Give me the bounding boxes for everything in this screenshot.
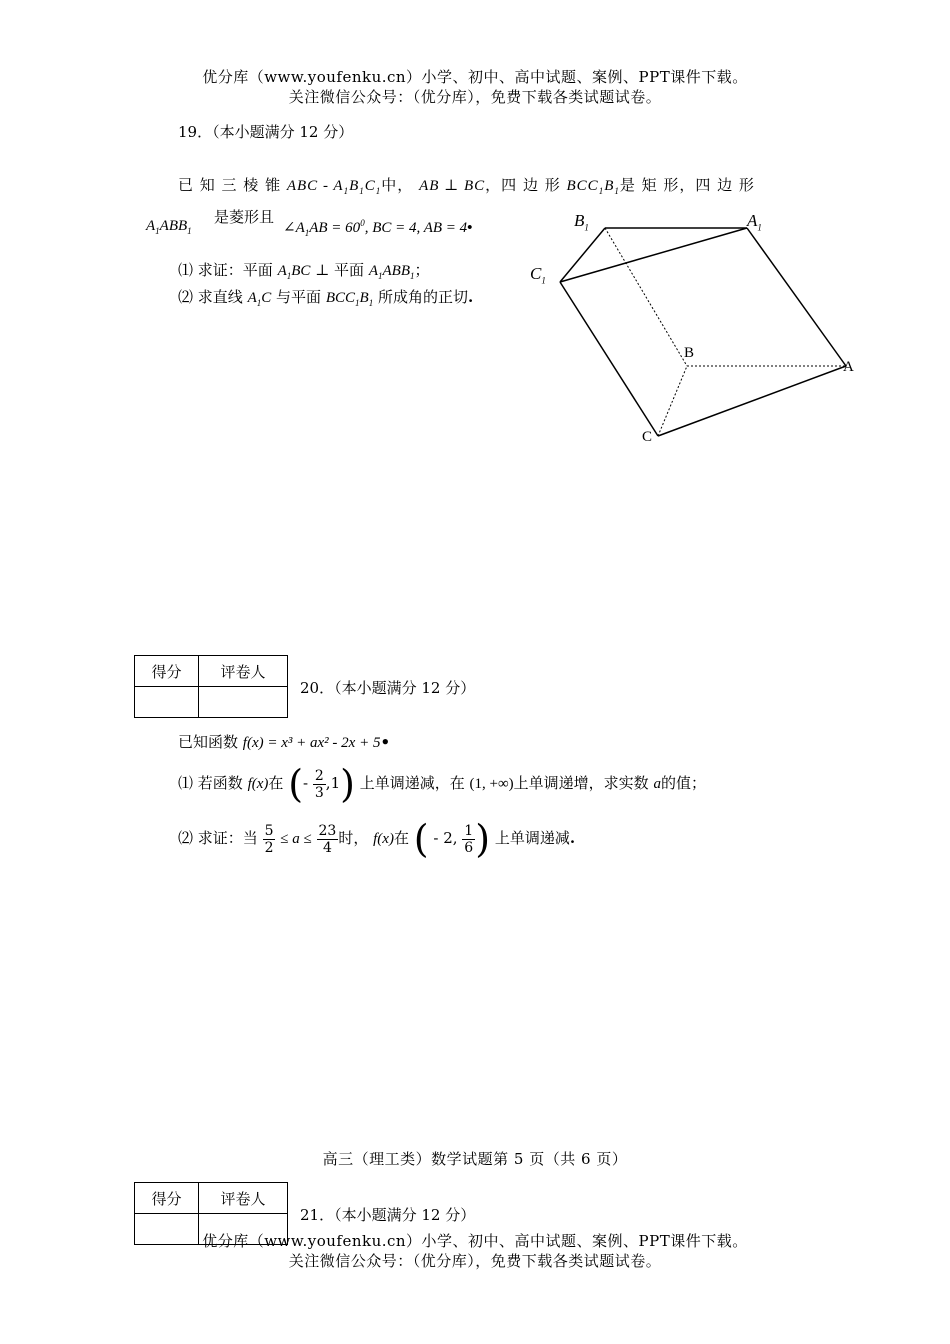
q19-part1-mid: ⊥ 平面 <box>315 261 365 279</box>
q20-part1-d: 上单调递增，求实数 <box>513 774 649 792</box>
q19-stmt-b: 中， <box>381 176 414 194</box>
right-paren-2: ) <box>475 817 491 861</box>
prism-figure <box>520 200 870 450</box>
header-line-2: 关注微信公众号：（优分库），免费下载各类试题试卷。 <box>288 88 662 106</box>
left-paren-2: ( <box>413 817 429 861</box>
q19-stmt-e: 是菱形且 <box>214 208 275 226</box>
q20-function: f(x) = x³ + ax² - 2x + 5 <box>242 735 381 751</box>
q21-title: 21．（本小题满分 12 分） <box>300 1206 476 1224</box>
q20-part1-e: 的值； <box>660 774 706 792</box>
right-paren-1: ) <box>340 762 355 806</box>
q20-frac-23-4 <box>317 823 339 856</box>
score-table-q20 <box>134 655 288 718</box>
q19-part2-end: 所成角的正切 <box>377 288 468 306</box>
frac-num: 5 <box>264 822 274 839</box>
label-c1: $C_1$ <box>530 264 546 286</box>
frac-den: 2 <box>264 839 274 856</box>
q19-part1 <box>178 259 430 281</box>
footer-line-1: 优分库（www.youfenku.cn）小学、初中、高中试题、案例、PPT课件下载。 <box>202 1232 748 1250</box>
label-a1: $A_1$ <box>747 211 762 233</box>
q19-part2-label: ⑵ 求直线 <box>178 288 243 306</box>
q20-title: 20．（本小题满分 12 分） <box>300 679 476 697</box>
edge-a1-a <box>747 228 846 366</box>
frac-den: 4 <box>322 839 332 856</box>
label-b: B <box>684 345 695 361</box>
q19-plane2: $A_1ABB_1$ <box>368 263 415 281</box>
q20-part1-c: 上单调递减，在 <box>359 774 465 792</box>
grader-cell[interactable] <box>199 687 288 718</box>
q20-part2-c: 在 <box>393 829 409 847</box>
q19-part2-mid: 与平面 <box>276 288 322 306</box>
q20-fx-2: f(x) <box>373 831 394 847</box>
grader-header: 评卷人 <box>199 656 288 687</box>
q20-part2-a: ⑵ 求证：当 <box>178 829 258 847</box>
q20-part2-d: 上单调递减 <box>494 829 570 847</box>
frac-den: 3 <box>314 784 324 801</box>
q19-plane1: $A_1BC$ <box>277 263 311 281</box>
frac-num: 2 <box>314 767 324 784</box>
edge-c1-c <box>560 282 658 436</box>
score-cell[interactable] <box>135 687 199 718</box>
frac-num: 23 <box>318 822 337 839</box>
footer-line-2: 关注微信公众号：（优分库），免费下载各类试题试卷。 <box>288 1252 662 1270</box>
q20-part2: ⑵ 求证：当 $\frac{5}{2}$ ≤ a ≤ $\frac{23}{4}$ 时， f(x)在 ( - 2, $\frac{1}{6}$ ) 上单调递减. <box>178 817 576 861</box>
q20-ineq: ≤ a ≤ <box>280 831 312 847</box>
q19-plane3: $BCC_1B_1$ <box>325 290 374 308</box>
q20-intro-line: 已知函数 f(x) = x³ + ax² - 2x + 5• <box>178 733 391 751</box>
q20-interval-2: (1, +∞) <box>469 776 514 792</box>
frac-den: 6 <box>464 839 474 856</box>
q20-frac-1-6 <box>462 823 475 856</box>
edge-a1-c1 <box>560 228 747 282</box>
label-a: A <box>843 359 854 375</box>
q19-rhombus: $A_1ABB_1$ <box>146 218 192 236</box>
q20-neg-1: - <box>303 774 309 792</box>
q19-pyramid-name: ABC - $A_1B_1C_1$ <box>286 178 382 196</box>
q20-fx-1: f(x) <box>247 776 269 792</box>
score-header: 得分 <box>135 1183 199 1214</box>
edge-c-b-hidden <box>658 366 687 436</box>
grader-header: 评卷人 <box>199 1183 288 1214</box>
label-c: C <box>642 429 653 445</box>
q19-stmt-a: 已 知 三 棱 锥 <box>178 176 282 194</box>
q19-part1-end: ； <box>414 261 430 279</box>
score-header: 得分 <box>135 656 199 687</box>
q19-condition: $\angle A_1AB = 60^0$, BC = 4, AB = 4• <box>283 218 473 238</box>
q20-part1-a: ⑴ 若函数 <box>178 774 243 792</box>
q19-rect: $BCC_1B_1$ <box>566 178 620 196</box>
q20-part1: ⑴ 若函数 f(x)在 (- $\frac{2}{3}$ ,1) 上单调递减，在 (1, +∞)上单调递增，求实数 a的值； <box>178 762 706 806</box>
q20-part1-b: 在 <box>268 774 284 792</box>
edge-c-a <box>658 366 846 436</box>
q19-statement-line1 <box>178 174 755 196</box>
left-paren-1: ( <box>288 762 304 806</box>
q20-frac-5-2 <box>263 823 276 856</box>
q19-title: 19．（本小题满分 12 分） <box>178 123 354 141</box>
q19-line: $A_1C$ <box>247 290 272 308</box>
q20-intro: 已知函数 <box>178 733 239 751</box>
q19-part2: ⑵ 求直线 $A_1C$ 与平面 $BCC_1B_1$ 所成角的正切. <box>178 288 474 308</box>
frac-num: 1 <box>464 822 474 839</box>
q19-perp: AB ⊥ BC <box>419 178 486 194</box>
q19-part1-label: ⑴ 求证：平面 <box>178 261 273 279</box>
page-footer: 高三（理工类）数学试题第 5 页（共 6 页） <box>322 1150 628 1168</box>
q19-stmt-d: 是 矩 形，四 边 形 <box>619 176 755 194</box>
q19-stmt-c: ，四 边 形 <box>485 176 561 194</box>
q20-part2-b: 时， <box>338 829 369 847</box>
edge-c1-b1 <box>560 228 605 282</box>
q20-var-a: a <box>653 776 661 792</box>
label-b1: $B_1$ <box>574 211 589 233</box>
q20-frac-2-3 <box>313 768 326 801</box>
header-line-1: 优分库（www.youfenku.cn）小学、初中、高中试题、案例、PPT课件下载。 <box>202 68 748 86</box>
